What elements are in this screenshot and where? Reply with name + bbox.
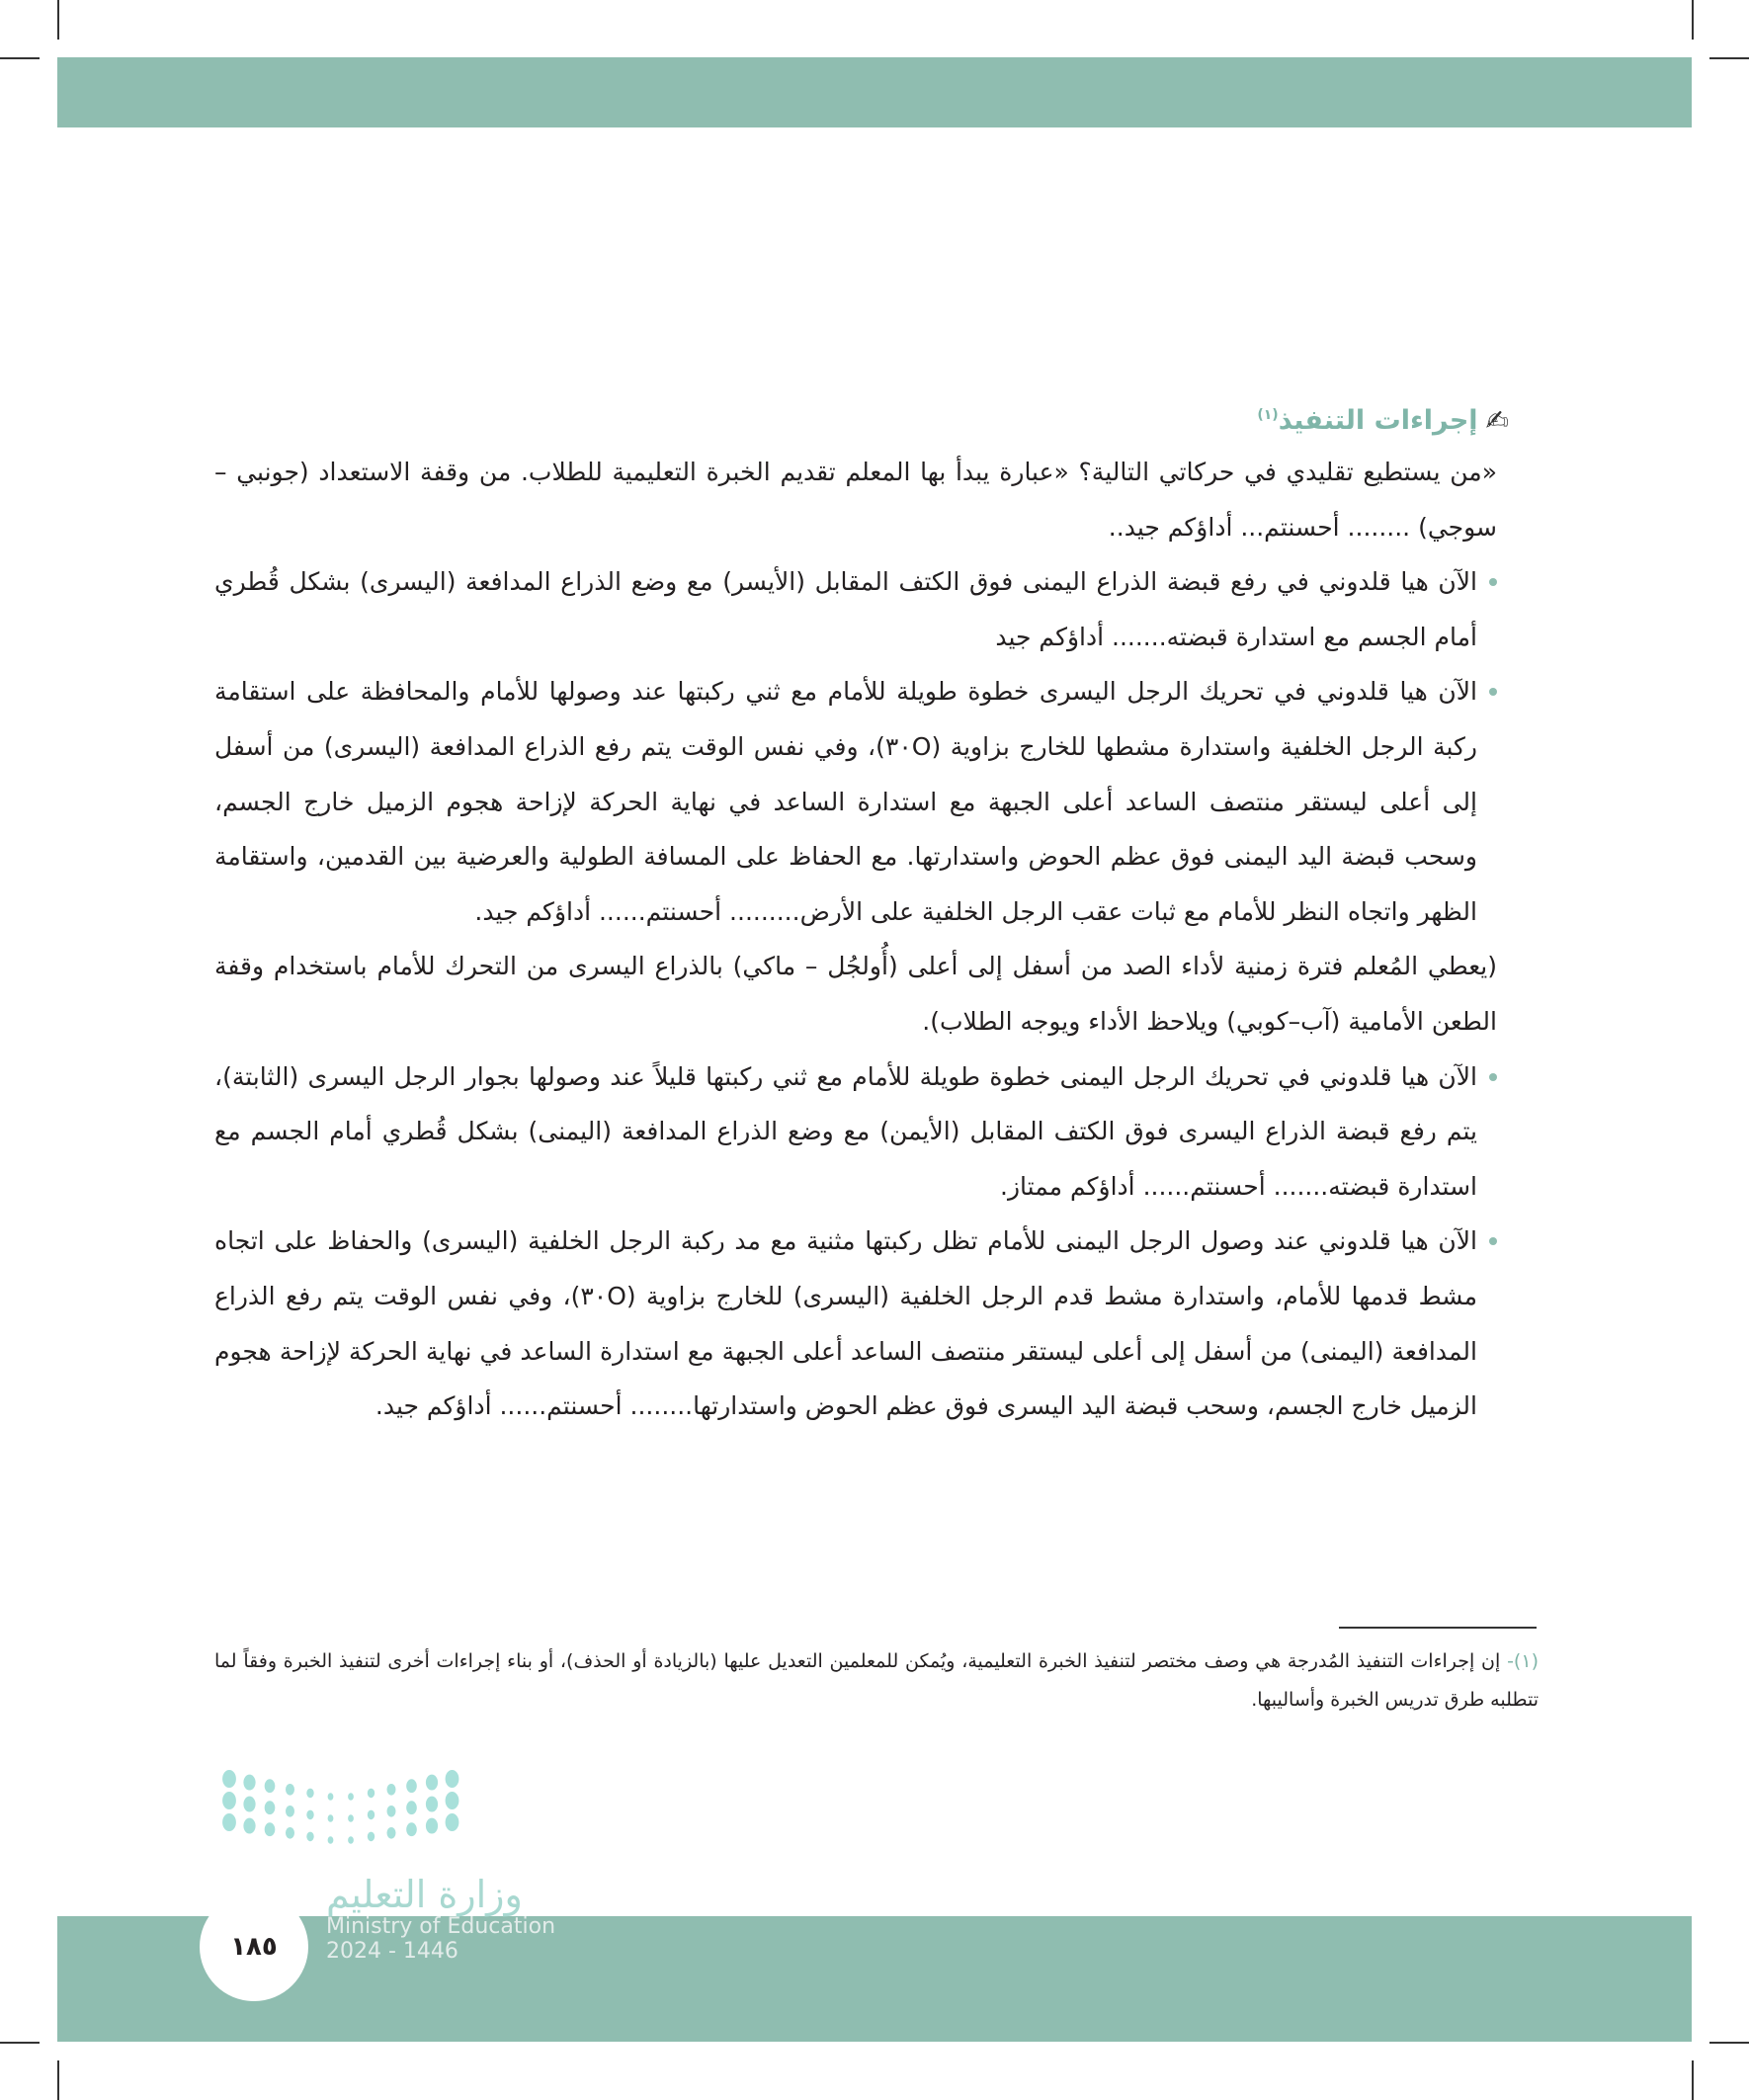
logo-dot [446, 1770, 459, 1788]
logo-dot [348, 1836, 354, 1844]
crop-mark [0, 2042, 40, 2044]
crop-mark [1709, 57, 1749, 59]
logo-dot [348, 1793, 354, 1801]
logo-dot [328, 1836, 334, 1844]
logo-dot [387, 1784, 396, 1796]
logo-dot [286, 1827, 294, 1839]
bullet-icon [1489, 578, 1497, 586]
pen-writing-icon: ✍ [1485, 403, 1509, 437]
logo-dot [222, 1770, 236, 1788]
logo-dot [265, 1801, 276, 1814]
footnote-text: إن إجراءات التنفيذ المُدرجة هي وصف مختصر لتنفيذ الخبرة التعليمية، ويُمكن للمعلمين التعديل عليها (بالزيادة أو الحذف)، أو بناء إجراءات أخرى لتنفيذ الخبرة وفقاً لما تتطلبه طرق تدريس الخبرة وأساليبها. [214, 1650, 1539, 1711]
logo-dot [406, 1801, 417, 1814]
logo-dot [286, 1806, 294, 1817]
bullet-item: الآن هيا قلدوني في تحريك الرجل اليمنى خطوة طويلة للأمام مع ثني ركبتها قليلاً عند وصولها بجوار الرجل اليسرى (الثابتة)، يتم رفع قبضة الذراع اليسرى فوق الكتف المقابل (الأيمن) مع وضع الذراع المدافعة (اليمنى) بشكل قُطري أمام الجسم مع استدارة قبضته....... أحسنتم...... أداؤكم ممتاز. [214, 1050, 1497, 1215]
bullet-item: الآن هيا قلدوني في رفع قبضة الذراع اليمنى فوق الكتف المقابل (الأيسر) مع وضع الذراع المدافعة (اليسرى) بشكل قُطري أمام الجسم مع استدارة قبضته....... أداؤكم جيد [214, 554, 1497, 664]
logo-dot [286, 1784, 294, 1796]
logo-dot [368, 1810, 375, 1820]
crop-mark [57, 0, 59, 40]
ministry-name-english: Ministry of Education [326, 1914, 556, 1939]
crop-mark [1692, 2060, 1694, 2100]
logo-dot [387, 1827, 396, 1839]
ministry-logo-text [326, 1873, 593, 1964]
logo-dot [306, 1810, 313, 1820]
logo-dot [348, 1814, 354, 1822]
bullet-item: الآن هيا قلدوني في تحريك الرجل اليسرى خطوة طويلة للأمام مع ثني ركبتها عند وصولها للأمام والمحافظة على استقامة ركبة الرجل الخلفية واستدارة مشطها للخارج بزاوية (٣٠O)، وفي نفس الوقت يتم رفع الذراع المدافعة (اليسرى) من أسفل إلى أعلى ليستقر منتصف الساعد أعلى الجبهة مع استدارة الساعد في نهاية الحركة لإزاحة هجوم الزميل خارج الجسم، وسحب قبضة اليد اليمنى فوق عظم الحوض واستدارتها. مع الحفاظ على المسافة الطولية والعرضية بين القدمين، واستقامة الظهر واتجاه النظر للأمام مع ثبات عقب الرجل الخلفية على الأرض......... أحسنتم...... أداؤكم جيد. [214, 664, 1497, 939]
main-content [214, 395, 1509, 1434]
logo-dot [328, 1793, 334, 1801]
logo-dot [222, 1792, 236, 1809]
bullet-item: الآن هيا قلدوني عند وصول الرجل اليمنى للأمام تظل ركبتها مثنية مع مد ركبة الرجل الخلفية (اليسرى) والحفاظ على اتجاه مشط قدمها للأمام، واستدارة مشط قدم الرجل الخلفية (اليسرى) للخارج بزاوية (٣٠O)، وفي نفس الوقت يتم رفع الذراع المدافعة (اليمنى) من أسفل إلى أعلى ليستقر منتصف الساعد أعلى الجبهة مع استدارة الساعد في نهاية الحركة لإزاحة هجوم الزميل خارج الجسم، وسحب قبضة اليد اليسرى فوق عظم الحوض واستدارتها........ أحسنتم...... أداؤكم جيد. [214, 1214, 1497, 1433]
bullet-icon [1489, 688, 1497, 696]
logo-dot [406, 1822, 417, 1836]
logo-dot [265, 1822, 276, 1836]
logo-dot [306, 1789, 313, 1799]
page-number: ١٨٥ [230, 1932, 278, 1962]
ministry-name-arabic: وزارة التعليم [326, 1873, 523, 1916]
logo-dot [446, 1792, 459, 1809]
logo-dot [406, 1779, 417, 1793]
logo-dot [328, 1814, 334, 1822]
crop-mark [0, 57, 40, 59]
edition-year: 2024 - 1446 [326, 1939, 458, 1964]
header-band [57, 57, 1692, 127]
footnote-number: (١)- [1507, 1650, 1539, 1672]
logo-dot [426, 1797, 438, 1812]
logo-dot [426, 1818, 438, 1834]
bullet-icon [1489, 1073, 1497, 1081]
logo-dot [243, 1818, 255, 1834]
note-paragraph: (يعطي المُعلم فترة زمنية لأداء الصد من أسفل إلى أعلى (أُولجُل – ماكي) بالذراع اليسرى من التحرك للأمام باستخدام وقفة الطعن الأمامية (آب–كوبي) ويلاحظ الأداء ويوجه الطلاب). [214, 952, 1497, 1036]
crop-mark [1692, 0, 1694, 40]
crop-mark [1709, 2042, 1749, 2044]
section-title: إجراءات التنفيذ$^{(١)}$ [1257, 404, 1478, 436]
intro-paragraph: «من يستطيع تقليدي في حركاتي التالية؟ «عبارة يبدأ بها المعلم تقديم الخبرة التعليمية للطلاب. من وقفة الاستعداد (جونبي – سوجي) ........ أحسنتم... أداؤكم جيد.. [214, 458, 1497, 542]
footnote-ref: (١) [1257, 406, 1279, 423]
logo-dot [368, 1789, 375, 1799]
crop-mark [57, 2060, 59, 2100]
logo-dot [243, 1797, 255, 1812]
section-heading [214, 395, 1509, 445]
page-number-badge [200, 1892, 308, 2001]
ministry-logo-dots-icon [217, 1769, 464, 1858]
bullet-icon [1489, 1237, 1497, 1245]
logo-dot [306, 1832, 313, 1842]
logo-dot [368, 1832, 375, 1842]
logo-dot [265, 1779, 276, 1793]
logo-dot [243, 1775, 255, 1791]
logo-dot [426, 1775, 438, 1791]
footnote [214, 1642, 1539, 1720]
logo-dot [222, 1813, 236, 1831]
logo-dot [387, 1806, 396, 1817]
footnote-divider [1339, 1627, 1537, 1629]
logo-dot [446, 1813, 459, 1831]
